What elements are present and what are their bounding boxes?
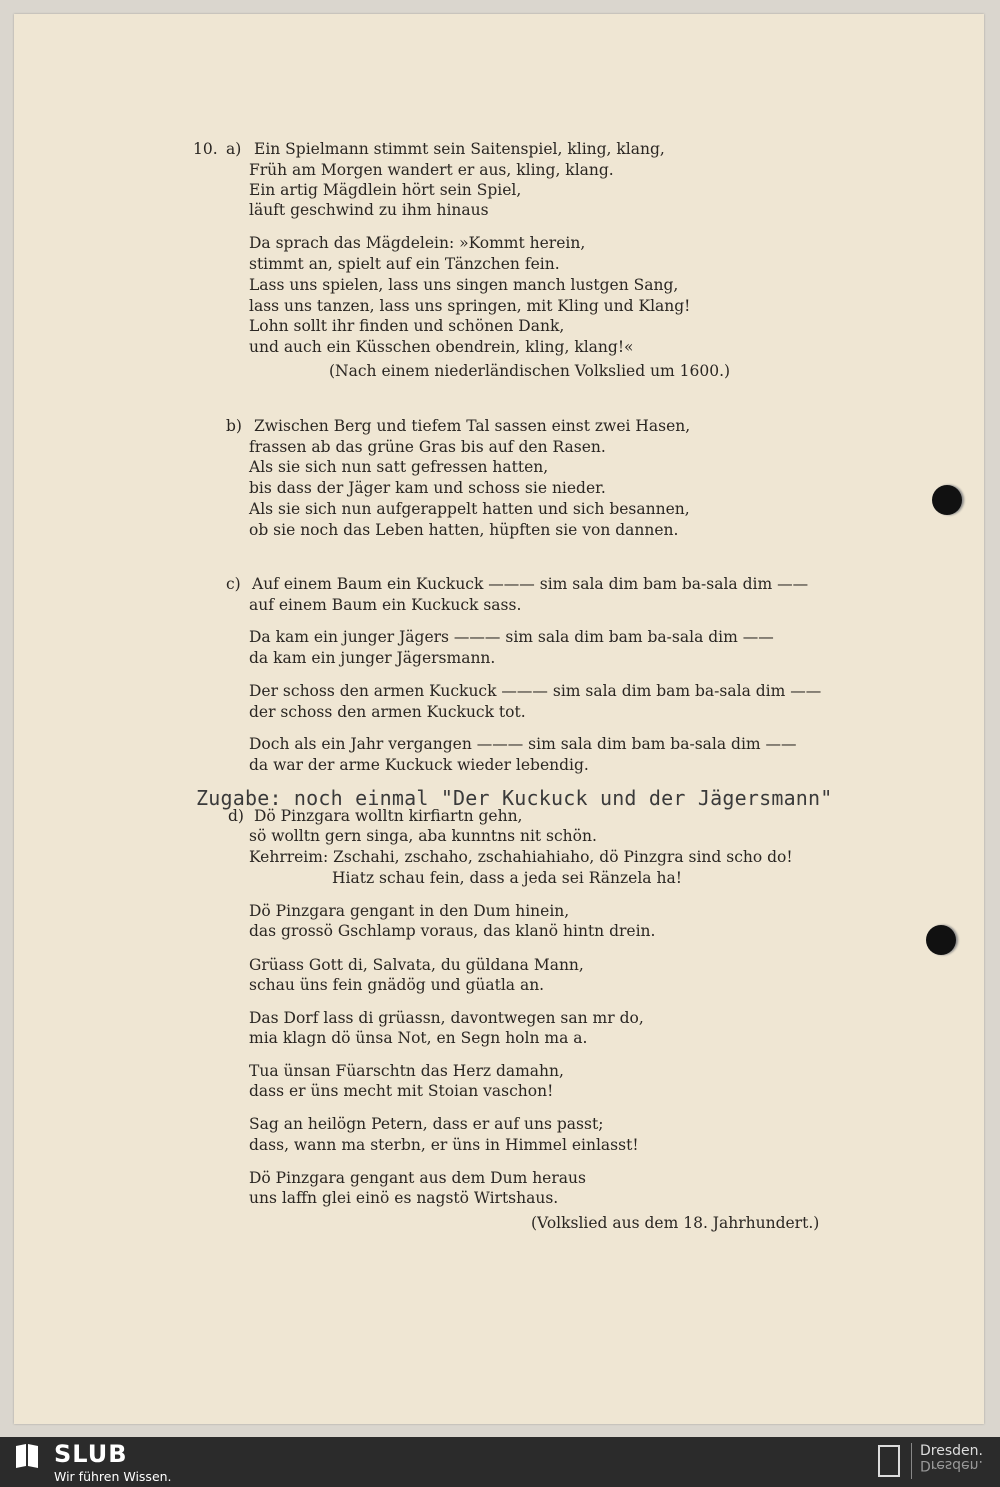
verse-line: Auf einem Baum ein Kuckuck ——— sim sala dim bam ba-sala dim ——	[252, 575, 809, 593]
verse-line: Dö Pinzgara gengant in den Dum hinein,	[249, 902, 570, 920]
verse-line: Ein artig Mägdlein hört sein Spiel,	[249, 181, 522, 199]
verse-line: stimmt an, spielt auf ein Tänzchen fein.	[249, 255, 560, 273]
section-marker-d: d)	[228, 807, 244, 825]
section-marker-a: a)	[226, 140, 242, 158]
verse-line: läuft geschwind zu ihm hinaus	[249, 201, 489, 219]
verse-line: Lohn sollt ihr finden und schönen Dank,	[249, 317, 565, 335]
verse-line: und auch ein Küsschen obendrein, kling, klang!«	[249, 338, 634, 356]
section-marker-c: c)	[226, 575, 241, 593]
punch-hole	[932, 485, 962, 515]
punch-hole	[926, 925, 956, 955]
dresden-logo-reflection: Dresden.	[920, 1457, 983, 1473]
refrain-line: Hiatz schau fein, dass a jeda sei Ränzela ha!	[332, 869, 682, 887]
slub-logo-text[interactable]: SLUB	[54, 1440, 128, 1468]
divider	[911, 1443, 912, 1479]
verse-line: Dö Pinzgara wolltn kirfiartn gehn,	[254, 807, 523, 825]
verse-line: ob sie noch das Leben hatten, hüpften sie von dannen.	[249, 521, 679, 539]
verse-line: dass er üns mecht mit Stoian vaschon!	[249, 1082, 554, 1100]
typed-encore-note: Zugabe: noch einmal "Der Kuckuck und der Jägersmann"	[196, 786, 833, 810]
verse-line: Als sie sich nun satt gefressen hatten,	[249, 458, 549, 476]
verse-line: dass, wann ma sterbn, er üns in Himmel einlasst!	[249, 1136, 639, 1154]
verse-line: Grüass Gott di, Salvata, du güldana Mann,	[249, 956, 584, 974]
verse-line: da war der arme Kuckuck wieder lebendig.	[249, 756, 589, 774]
verse-line: Ein Spielmann stimmt sein Saitenspiel, kling, klang,	[254, 140, 665, 158]
dresden-crest-icon	[878, 1445, 900, 1477]
slub-book-icon	[14, 1442, 40, 1470]
source-note: (Nach einem niederländischen Volkslied um 1600.)	[329, 362, 731, 380]
verse-line: Früh am Morgen wandert er aus, kling, klang.	[249, 161, 614, 179]
verse-line: schau üns fein gnädög und güatla an.	[249, 976, 545, 994]
verse-line: bis dass der Jäger kam und schoss sie nieder.	[249, 479, 606, 497]
source-note: (Volkslied aus dem 18. Jahrhundert.)	[531, 1214, 820, 1232]
verse-line: Als sie sich nun aufgerappelt hatten und sich besannen,	[249, 500, 690, 518]
verse-line: sö wolltn gern singa, aba kunntns nit schön.	[249, 827, 597, 845]
verse-line: Dö Pinzgara gengant aus dem Dum heraus	[249, 1169, 586, 1187]
verse-line: Tua ünsan Füarschtn das Herz damahn,	[249, 1062, 564, 1080]
verse-line: lass uns tanzen, lass uns springen, mit Kling und Klang!	[249, 297, 691, 315]
verse-line: Zwischen Berg und tiefem Tal sassen einst zwei Hasen,	[254, 417, 691, 435]
verse-line: der schoss den armen Kuckuck tot.	[249, 703, 526, 721]
dresden-logo-text[interactable]: Dresden.	[920, 1443, 983, 1459]
verse-line: Da sprach das Mägdelein: »Kommt herein,	[249, 234, 586, 252]
verse-line: Da kam ein junger Jägers ——— sim sala dim bam ba-sala dim ——	[249, 628, 774, 646]
refrain-line: Kehrreim: Zschahi, zschaho, zschahiahiaho, dö Pinzgra sind scho do!	[249, 848, 793, 866]
verse-line: frassen ab das grüne Gras bis auf den Rasen.	[249, 438, 606, 456]
verse-line: Der schoss den armen Kuckuck ——— sim sala dim bam ba-sala dim ——	[249, 682, 822, 700]
verse-line: auf einem Baum ein Kuckuck sass.	[249, 596, 522, 614]
verse-line: uns laffn glei einö es nagstö Wirtshaus.	[249, 1189, 559, 1207]
verse-line: das grossö Gschlamp voraus, das klanö hintn drein.	[249, 922, 656, 940]
verse-line: da kam ein junger Jägersmann.	[249, 649, 496, 667]
song-number: 10.	[193, 140, 218, 158]
slub-tagline: Wir führen Wissen.	[54, 1469, 172, 1484]
verse-line: Lass uns spielen, lass uns singen manch lustgen Sang,	[249, 276, 679, 294]
verse-line: Doch als ein Jahr vergangen ——— sim sala dim bam ba-sala dim ——	[249, 735, 797, 753]
verse-line: mia klagn dö ünsa Not, en Segn holn ma a.	[249, 1029, 588, 1047]
verse-line: Sag an heilögn Petern, dass er auf uns passt;	[249, 1115, 604, 1133]
verse-line: Das Dorf lass di grüassn, davontwegen san mr do,	[249, 1009, 644, 1027]
library-footer-bar	[0, 1437, 1000, 1487]
section-marker-b: b)	[226, 417, 242, 435]
